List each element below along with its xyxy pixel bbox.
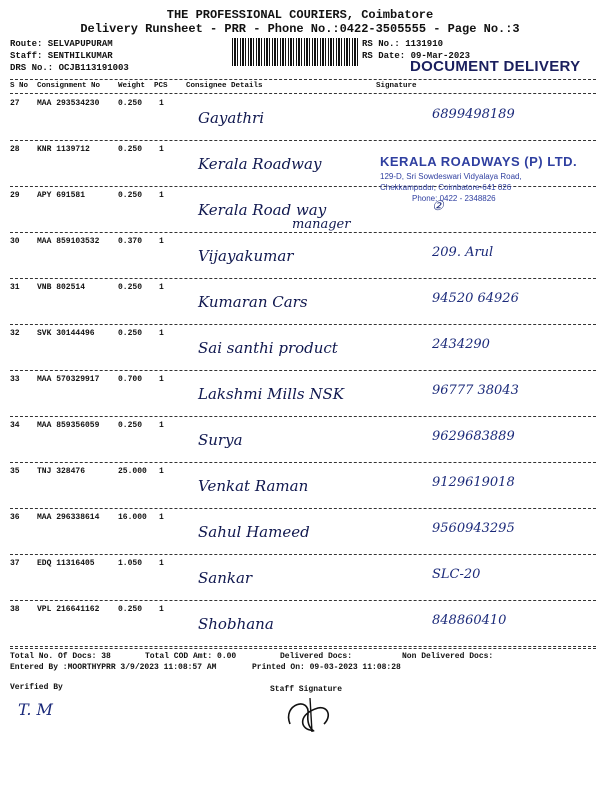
row-pcs: 1: [159, 421, 164, 430]
row-consignee-name: Sai santhi product: [198, 339, 338, 357]
header-rule-top: [10, 79, 596, 80]
verified-by: Verified By: [10, 683, 63, 692]
row-consignee-name: Kumaran Cars: [198, 293, 308, 311]
row-sno: 28: [10, 145, 20, 154]
total-cod: Total COD Amt: 0.00: [145, 652, 237, 661]
row-signature: 209. Arul: [432, 245, 494, 260]
rs-number: RS No.: 1131910: [362, 39, 444, 49]
row-divider: [10, 416, 596, 417]
row-consignment-no: MAA 859103532: [37, 237, 100, 246]
row-consignee-name: Surya: [198, 431, 243, 449]
row-divider: [10, 462, 596, 463]
row-pcs: 1: [159, 605, 164, 614]
row-consignment-no: VPL 216641162: [37, 605, 100, 614]
row-pcs: 1: [159, 191, 164, 200]
stamp-address-2: Chekkampudur, Coimbatore-641 026: [380, 183, 512, 192]
row-weight: 1.050: [118, 559, 143, 568]
stamp-address-1: 129-D, Sri Sowdeswari Vidyalaya Road,: [380, 172, 522, 181]
row-consignee-name: Sahul Hameed: [198, 523, 310, 541]
row-consignee-name: Venkat Raman: [198, 477, 309, 495]
row-weight: 0.250: [118, 145, 143, 154]
row-weight: 0.250: [118, 283, 143, 292]
stamp-company-name: KERALA ROADWAYS (P) LTD.: [380, 154, 578, 169]
row-consignee-name: Sankar: [198, 569, 253, 587]
row-weight: 0.250: [118, 329, 143, 338]
row-weight: 16.000: [118, 513, 147, 522]
row-weight: 0.250: [118, 99, 143, 108]
row-consignee-name: Vijayakumar: [198, 247, 294, 265]
drs-number: DRS No.: OCJB113191003: [10, 63, 129, 73]
row-pcs: 1: [159, 283, 164, 292]
row-sno: 36: [10, 513, 20, 522]
col-signature: Signature: [376, 82, 417, 90]
row-consignment-no: TNJ 328476: [37, 467, 86, 476]
row-consignment-no: EDQ 11316405: [37, 559, 95, 568]
row-sno: 30: [10, 237, 20, 246]
row-weight: 0.250: [118, 605, 143, 614]
delivered-docs: Delivered Docs:: [280, 652, 353, 661]
row-pcs: 1: [159, 145, 164, 154]
row-sno: 27: [10, 99, 20, 108]
row-signature: SLC-20: [432, 567, 481, 582]
barcode: [232, 38, 358, 66]
row-sno: 29: [10, 191, 20, 200]
row-weight: 25.000: [118, 467, 147, 476]
row-sno: 33: [10, 375, 20, 384]
runsheet-title: Delivery Runsheet - PRR - Phone No.:0422-3505555 - Page No.:3: [80, 22, 520, 36]
row-signature: 9629683889: [432, 429, 515, 444]
col-consignee: Consignee Details: [186, 82, 263, 90]
col-pcs: PCS: [154, 82, 168, 90]
company-stamp: [376, 150, 586, 240]
company-header: THE PROFESSIONAL COURIERS, Coimbatore: [166, 8, 434, 22]
row-sno: 37: [10, 559, 20, 568]
route-label: Route: SELVAPUPURAM: [10, 39, 113, 49]
row-signature: 94520 64926: [432, 291, 519, 306]
row-pcs: 1: [159, 559, 164, 568]
row-signature: 6899498189: [432, 107, 515, 122]
stamp-phone: Phone: 0422 - 2348826: [412, 194, 496, 203]
row-divider: [10, 554, 596, 555]
row-consignment-no: MAA 296338614: [37, 513, 100, 522]
row-divider: [10, 278, 596, 279]
row-signature: 848860410: [432, 613, 507, 628]
header-rule-bottom: [10, 93, 596, 94]
staff-signature-label: Staff Signature: [270, 685, 343, 694]
row-consignment-no: APY 691581: [37, 191, 86, 200]
row-consignee-name: Lakshmi Mills NSK: [198, 385, 344, 403]
row-consignment-no: KNR 1139712: [37, 145, 90, 154]
row-pcs: 1: [159, 99, 164, 108]
row-sno: 31: [10, 283, 20, 292]
row-weight: 0.700: [118, 375, 143, 384]
col-weight: Weight: [118, 82, 146, 90]
col-sno: S No: [10, 82, 29, 90]
row-consignee-name: Shobhana: [198, 615, 274, 633]
row-divider: [10, 140, 596, 141]
total-docs: Total No. Of Docs: 38: [10, 652, 111, 661]
row-consignment-no: MAA 293534230: [37, 99, 100, 108]
row-pcs: 1: [159, 513, 164, 522]
row-signature: 96777 38043: [432, 383, 519, 398]
row-divider: [10, 370, 596, 371]
row-signature: 2434290: [432, 337, 490, 352]
row-signature: ②: [432, 199, 444, 214]
row-divider: [10, 600, 596, 601]
row-consignment-no: MAA 570329917: [37, 375, 100, 384]
row-sno: 34: [10, 421, 20, 430]
row-sno: 32: [10, 329, 20, 338]
row-consignee-name-2: manager: [292, 217, 351, 232]
entered-by: Entered By :MOORTHYPRR 3/9/2023 11:08:57 AM: [10, 663, 217, 672]
row-sno: 35: [10, 467, 20, 476]
row-divider: [10, 646, 596, 647]
row-consignment-no: SVK 30144496: [37, 329, 95, 338]
row-pcs: 1: [159, 375, 164, 384]
document-delivery-stamp: DOCUMENT DELIVERY: [410, 58, 581, 75]
row-weight: 0.250: [118, 421, 143, 430]
row-signature: 9560943295: [432, 521, 515, 536]
row-consignment-no: MAA 859356059: [37, 421, 100, 430]
row-consignee-name: Gayathri: [198, 109, 264, 127]
non-delivered-docs: Non Delivered Docs:: [402, 652, 494, 661]
row-pcs: 1: [159, 237, 164, 246]
row-signature: 9129619018: [432, 475, 515, 490]
row-pcs: 1: [159, 329, 164, 338]
staff-label: Staff: SENTHILKUMAR: [10, 51, 113, 61]
row-divider: [10, 324, 596, 325]
row-consignee-name: Kerala Roadway: [198, 155, 322, 173]
row-weight: 0.250: [118, 191, 143, 200]
row-sno: 38: [10, 605, 20, 614]
verifier-signature: T. M: [18, 700, 53, 719]
row-divider: [10, 508, 596, 509]
col-consignment: Consignment No: [37, 82, 101, 90]
row-weight: 0.370: [118, 237, 143, 246]
staff-signature-scribble: [280, 694, 340, 734]
rs-date: RS Date: 09-Mar-2023: [362, 51, 471, 61]
printed-on: Printed On: 09-03-2023 11:08:28: [252, 663, 401, 672]
footer-rule: [10, 648, 596, 649]
row-pcs: 1: [159, 467, 164, 476]
row-consignment-no: VNB 802514: [37, 283, 86, 292]
row-consignee-name: Kerala Road way: [198, 201, 327, 219]
